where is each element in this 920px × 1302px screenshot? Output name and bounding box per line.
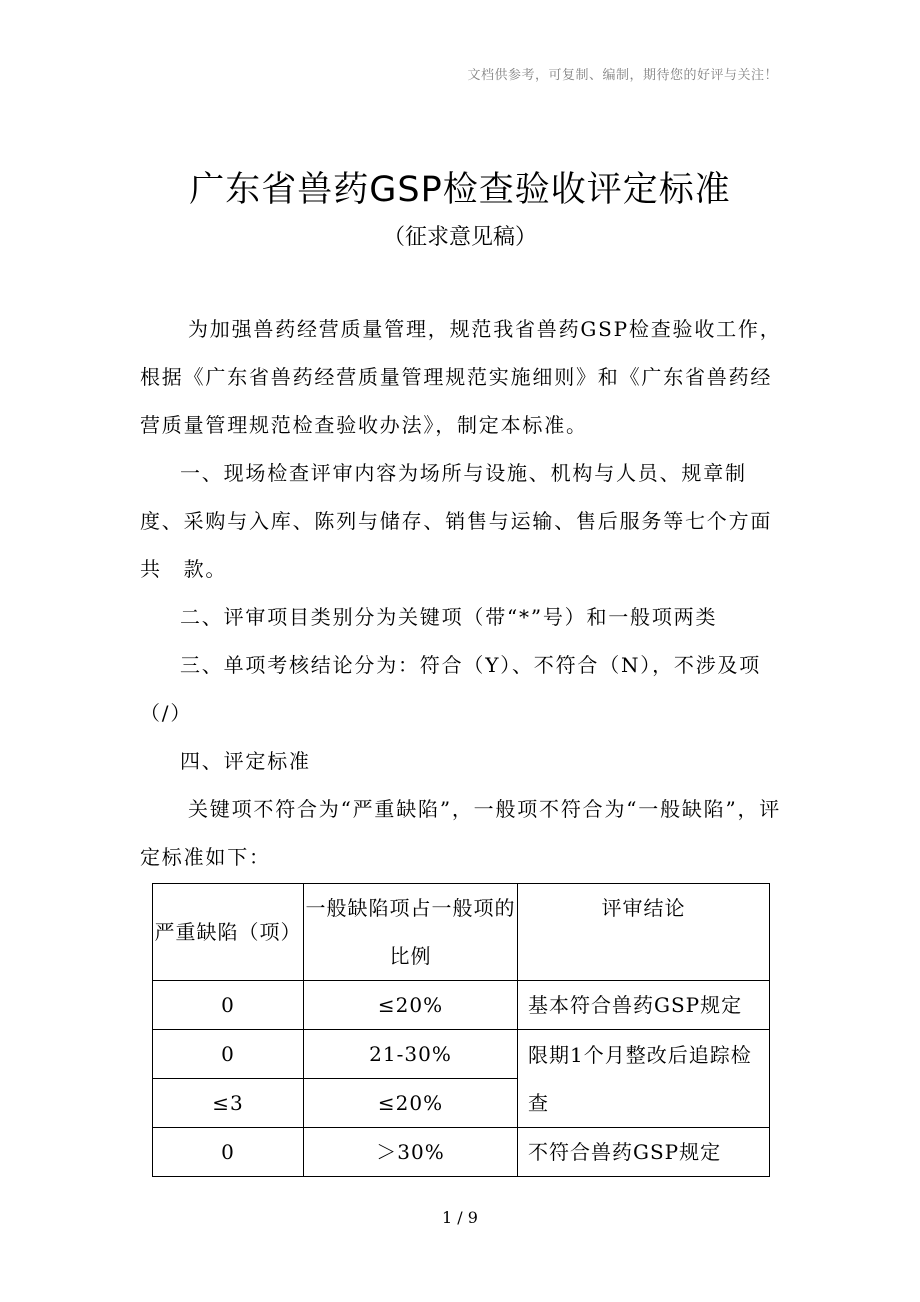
cell-serious: 0	[153, 1030, 304, 1079]
cell-serious: 0	[153, 981, 304, 1030]
page-number: 1 / 9	[442, 1208, 478, 1227]
cell-ratio: ＞30%	[304, 1128, 518, 1177]
header-conclusion: 评审结论	[518, 884, 770, 981]
cell-ratio: 21-30%	[304, 1030, 518, 1079]
item-4-description: 关键项不符合为“严重缺陷”，一般项不符合为“一般缺陷”，评定标准如下：	[140, 797, 782, 869]
document-subtitle: （征求意见稿）	[382, 225, 537, 250]
item-3-paragraph: 三、单项考核结论分为：符合（Y）、不符合（N），不涉及项（/）	[140, 653, 762, 725]
table-header-row	[153, 884, 770, 981]
item-1-paragraph: 一、现场检查评审内容为场所与设施、机构与人员、规章制度、采购与入库、陈列与储存、销售与运输、售后服务等七个方面共 款。	[140, 461, 773, 581]
cell-conclusion: 限期1个月整改后追踪检查	[518, 1030, 770, 1128]
intro-paragraph: 为加强兽药经营质量管理，规范我省兽药GSP检查验收工作，根据《广东省兽药经营质量管理规范实施细则》和《广东省兽药经营质量管理规范检查验收办法》，制定本标准。	[140, 317, 782, 437]
item-4-heading: 四、评定标准	[180, 749, 311, 773]
document-title: 广东省兽药GSP检查验收评定标准	[189, 170, 731, 210]
header-general-ratio: 一般缺陷项占一般项的比例	[304, 884, 518, 981]
cell-conclusion: 不符合兽药GSP规定	[518, 1128, 770, 1177]
cell-serious: ≤3	[153, 1079, 304, 1128]
header-note: 文档供参考，可复制、编制，期待您的好评与关注！	[467, 68, 778, 83]
document-body	[140, 305, 790, 881]
cell-serious: 0	[153, 1128, 304, 1177]
item-2-paragraph: 二、评审项目类别分为关键项（带“*”号）和一般项两类	[180, 605, 718, 629]
cell-conclusion: 基本符合兽药GSP规定	[518, 981, 770, 1030]
header-serious-defects: 严重缺陷（项）	[153, 884, 304, 981]
cell-ratio: ≤20%	[304, 1079, 518, 1128]
cell-ratio: ≤20%	[304, 981, 518, 1030]
criteria-table	[152, 883, 770, 1177]
table-row	[153, 1030, 770, 1079]
table-row	[153, 981, 770, 1030]
table-row	[153, 1128, 770, 1177]
